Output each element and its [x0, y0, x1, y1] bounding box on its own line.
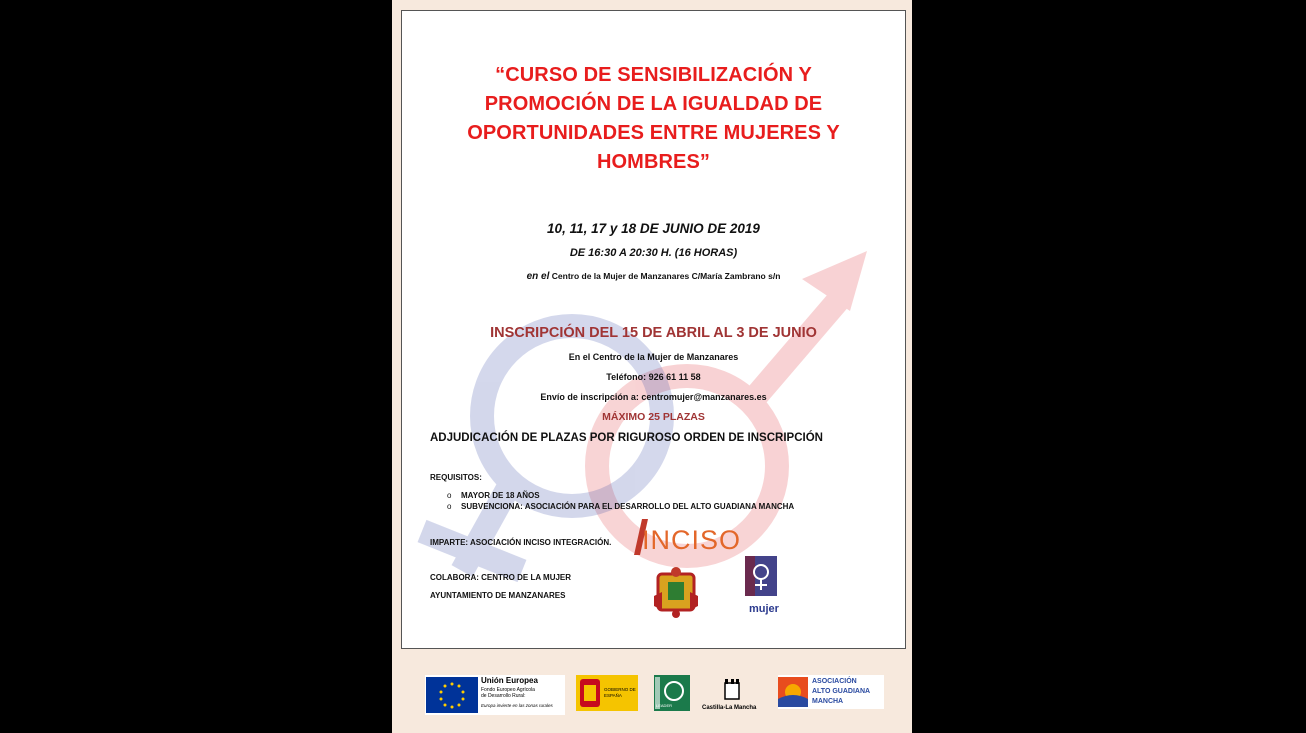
castilla-la-mancha-logo: Castilla-La Mancha: [702, 675, 762, 715]
inciso-logo: [634, 519, 742, 555]
gobierno-espana-logo: GOBIERNO DE ESPAÑA: [576, 675, 638, 711]
eu-flag-icon: [426, 677, 478, 713]
requirement-item: o MAYOR DE 18 AÑOS: [447, 491, 540, 500]
manzanares-crest-icon: [652, 566, 700, 620]
svg-text:INCISO: INCISO: [642, 525, 742, 555]
ayuntamiento-label: AYUNTAMIENTO DE MANZANARES: [430, 591, 566, 600]
leader-logo: LEADER: [654, 675, 690, 711]
alto-guadiana-icon: [778, 677, 808, 707]
asociacion-alto-guadiana-logo: ASOCIACIÓN ALTO GUADIANA MANCHA: [778, 675, 884, 709]
colabora-label: COLABORA: CENTRO DE LA MUJER: [430, 573, 572, 582]
course-title: “CURSO DE SENSIBILIZACIÓN Y PROMOCIÓN DE LA IGUALDAD DE OPORTUNIDADES ENTRE MUJERES Y HOMBRES”: [467, 64, 840, 173]
imparte-label: IMPARTE: ASOCIACIÓN INCISO INTEGRACIÓN.: [430, 538, 612, 547]
course-venue: en el Centro de la Mujer de Manzanares C/María Zambrano s/n: [526, 271, 781, 282]
phone-number: Teléfono: 926 61 11 58: [606, 372, 701, 382]
svg-text:mujer: mujer: [749, 603, 779, 615]
course-dates: 10, 11, 17 y 18 DE JUNIO DE 2019: [547, 221, 760, 236]
eu-title: Unión Europea: [481, 676, 538, 685]
poster: [392, 0, 912, 733]
sponsors-footer: [392, 665, 912, 725]
adjudication-note: ADJUDICACIÓN DE PLAZAS POR RIGUROSO ORDEN DE INSCRIPCIÓN: [430, 432, 823, 444]
eu-logo: [425, 675, 565, 715]
spain-crest-icon: [580, 679, 600, 707]
requirement-item: o SUBVENCIONA: ASOCIACIÓN PARA EL DESARROLLO DEL ALTO GUADIANA MANCHA: [447, 502, 795, 511]
eu-sub: Europa invierte en las zonas rurales: [481, 703, 553, 708]
centro-mujer-logo: [735, 556, 795, 624]
requirements-label: REQUISITOS:: [430, 473, 482, 482]
eu-sub: Fondo Europeo Agrícola: [481, 687, 535, 693]
course-hours: DE 16:30 A 20:30 H. (16 HORAS): [569, 247, 738, 259]
email-contact: Envío de inscripción a: centromujer@manzanares.es: [540, 392, 767, 402]
inscription-period: INSCRIPCIÓN DEL 15 DE ABRIL AL 3 DE JUNIO: [490, 325, 817, 341]
max-places: MÁXIMO 25 PLAZAS: [602, 411, 705, 423]
eu-sub: de Desarrollo Rural:: [481, 693, 526, 699]
castle-icon: [722, 675, 742, 701]
inscription-place: En el Centro de la Mujer de Manzanares: [568, 352, 739, 362]
poster-frame: [401, 10, 906, 649]
